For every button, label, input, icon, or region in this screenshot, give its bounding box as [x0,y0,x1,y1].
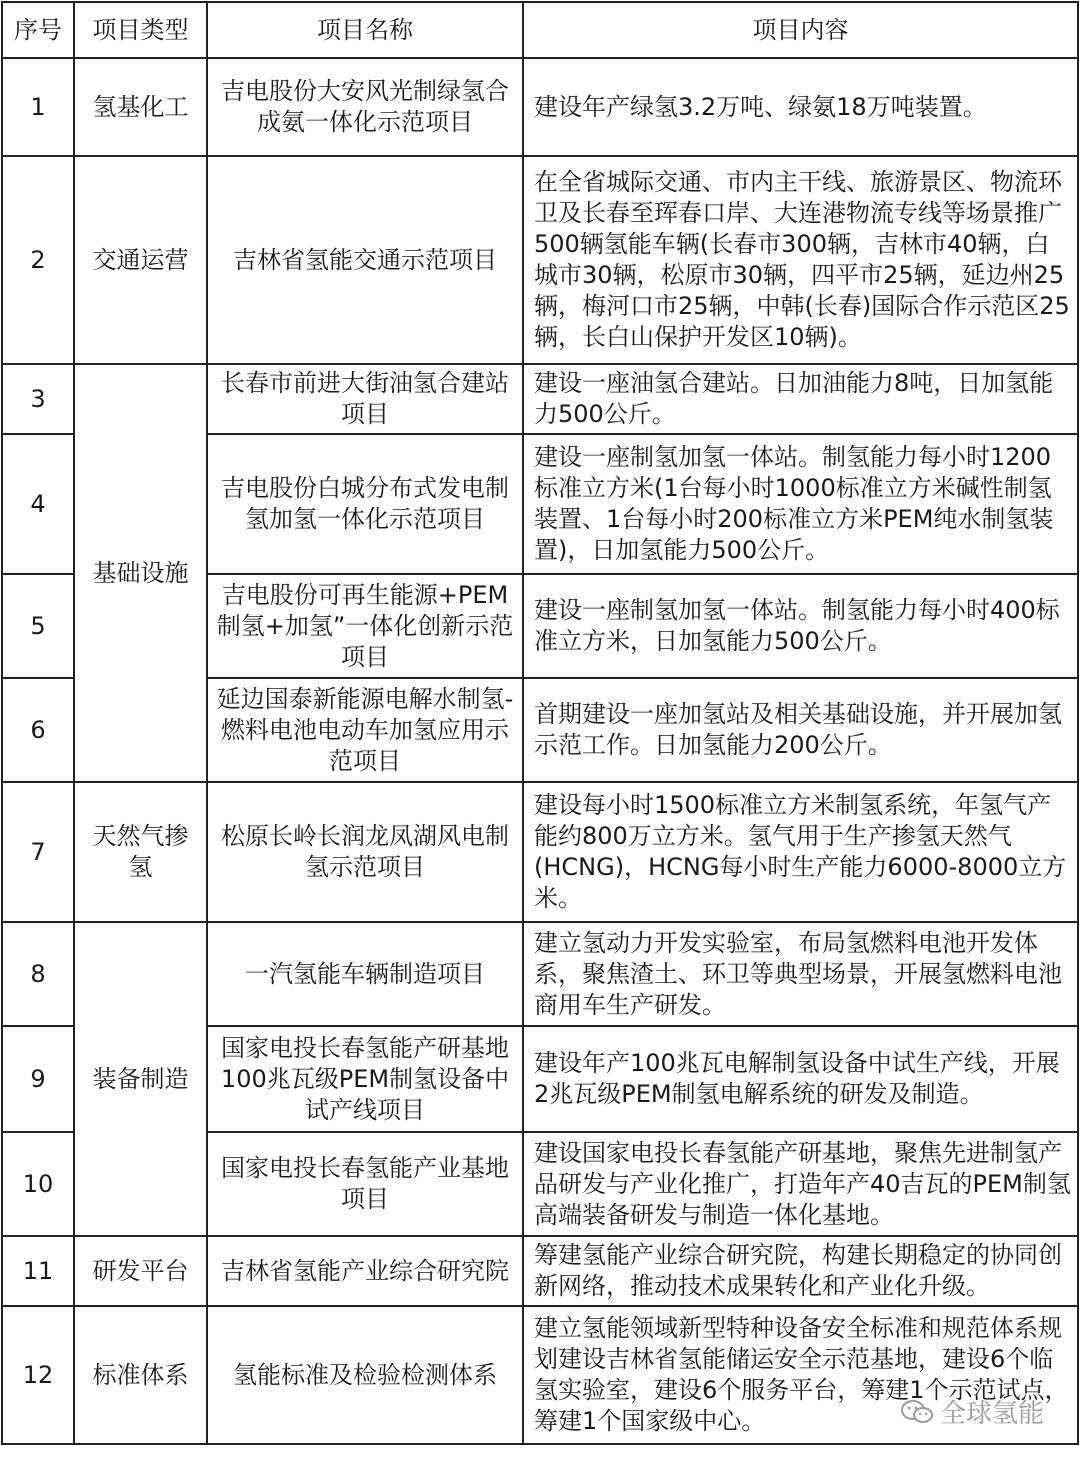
row-content: 建立氢动力开发实验室，布局氢燃料电池开发体系，聚焦渣土、环卫等典型场景，开展氢燃料电池商用车生产研发。 [523,922,1078,1026]
table-row [2,782,1078,922]
row-type: 天然气掺氢 [74,782,207,922]
table-row [2,364,1078,434]
row-content: 首期建设一座加氢站及相关基础设施，并开展加氢示范工作。日加氢能力200公斤。 [523,678,1078,782]
row-name: 吉林省氢能产业综合研究院 [207,1236,523,1306]
row-name: 吉电股份可再生能源+PEM制氢+加氢”一体化创新示范项目 [207,574,523,678]
row-name: 氢能标准及检验检测体系 [207,1306,523,1444]
row-no: 5 [2,574,74,678]
row-content: 在全省城际交通、市内主干线、旅游景区、物流环卫及长春至珲春口岸、大连港物流专线等场景推广500辆氢能车辆(长春市300辆，吉林市40辆，白城市30辆，松原市30辆，四平市25辆，延边州25辆，梅河口市25辆，中韩(长春)国际合作示范区25辆，长白山保护开发区10辆)。 [523,156,1078,364]
row-name: 延边国泰新能源电解水制氢-燃料电池电动车加氢应用示范项目 [207,678,523,782]
table-row [2,922,1078,1026]
header-no: 序号 [2,2,74,58]
table-header-row [2,2,1078,58]
row-type: 装备制造 [74,922,207,1236]
row-no: 11 [2,1236,74,1306]
row-type: 氢基化工 [74,58,207,156]
table-row [2,156,1078,364]
project-table [1,1,1079,1445]
row-no: 1 [2,58,74,156]
wechat-icon [900,1399,934,1425]
row-name: 国家电投长春氢能产研基地100兆瓦级PEM制氢设备中试产线项目 [207,1026,523,1132]
row-type: 标准体系 [74,1306,207,1444]
row-content: 建设一座油氢合建站。日加油能力8吨，日加氢能力500公斤。 [523,364,1078,434]
row-no: 9 [2,1026,74,1132]
row-no: 12 [2,1306,74,1444]
row-content: 建设年产绿氢3.2万吨、绿氨18万吨装置。 [523,58,1078,156]
row-type: 研发平台 [74,1236,207,1306]
table-row [2,58,1078,156]
row-no: 4 [2,434,74,574]
row-content: 建设每小时1500标准立方米制氢系统，年氢气产能约800万立方米。氢气用于生产掺氢天然气(HCNG)，HCNG每小时生产能力6000-8000立方米。 [523,782,1078,922]
row-name: 国家电投长春氢能产业基地项目 [207,1132,523,1236]
row-name: 吉林省氢能交通示范项目 [207,156,523,364]
header-content: 项目内容 [523,2,1078,58]
row-no: 10 [2,1132,74,1236]
row-content: 筹建氢能产业综合研究院，构建长期稳定的协同创新网络，推动技术成果转化和产业化升级。 [523,1236,1078,1306]
row-name: 吉电股份大安风光制绿氢合成氨一体化示范项目 [207,58,523,156]
header-type: 项目类型 [74,2,207,58]
row-no: 2 [2,156,74,364]
row-name: 吉电股份白城分布式发电制氢加氢一体化示范项目 [207,434,523,574]
watermark-text: 全球氢能 [940,1399,1045,1429]
row-no: 6 [2,678,74,782]
row-content: 建立氢能领域新型特种设备安全标准和规范体系规划建设吉林省氢能储运安全示范基地，建设6个临氢实验室，建设6个服务平台，筹建1个示范试点，筹建1个国家级中心。 [523,1306,1078,1444]
row-no: 3 [2,364,74,434]
row-no: 8 [2,922,74,1026]
row-content: 建设一座制氢加氢一体站。制氢能力每小时1200标准立方米(1台每小时1000标准立方米碱性制氢装置、1台每小时200标准立方米PEM纯水制氢装置)，日加氢能力500公斤。 [523,434,1078,574]
row-content: 建设年产100兆瓦电解制氢设备中试生产线，开展2兆瓦级PEM制氢电解系统的研发及制造。 [523,1026,1078,1132]
row-type: 基础设施 [74,364,207,782]
row-name: 松原长岭长润龙凤湖风电制氢示范项目 [207,782,523,922]
row-no: 7 [2,782,74,922]
row-name: 一汽氢能车辆制造项目 [207,922,523,1026]
table-row [2,1236,1078,1306]
watermark [900,1393,1044,1430]
row-content: 建设一座制氢加氢一体站。制氢能力每小时400标准立方米，日加氢能力500公斤。 [523,574,1078,678]
row-type: 交通运营 [74,156,207,364]
row-content: 建设国家电投长春氢能产研基地，聚焦先进制氢产品研发与产业化推广，打造年产40吉瓦的PEM制氢高端装备研发与制造一体化基地。 [523,1132,1078,1236]
header-name: 项目名称 [207,2,523,58]
row-name: 长春市前进大街油氢合建站项目 [207,364,523,434]
